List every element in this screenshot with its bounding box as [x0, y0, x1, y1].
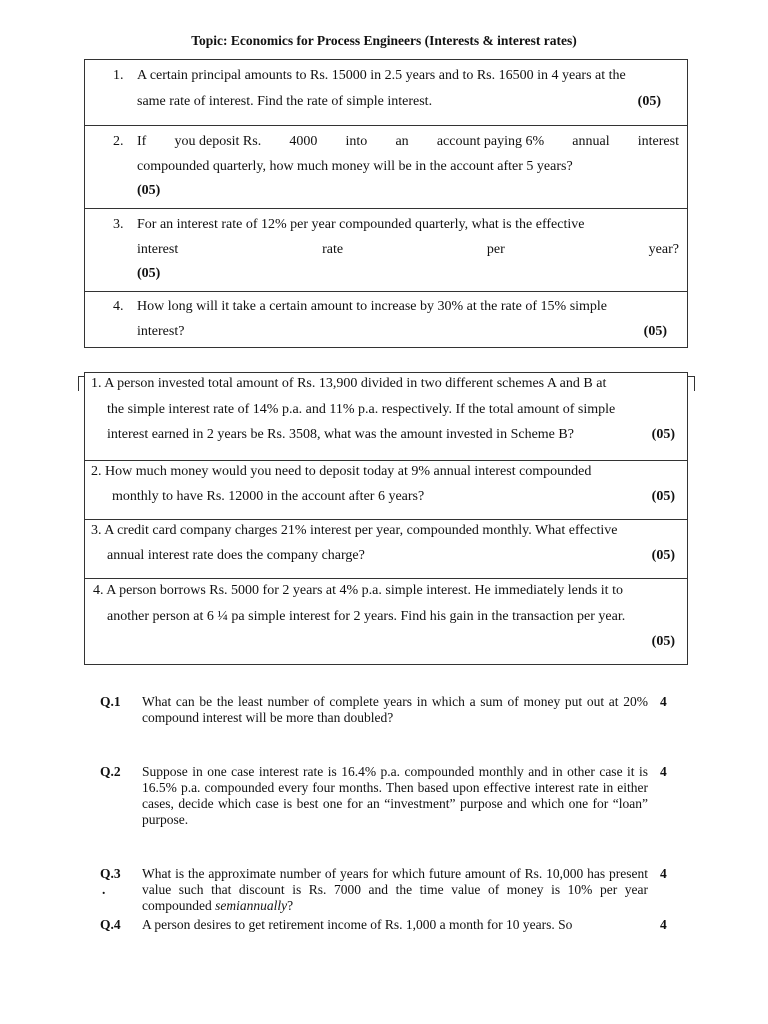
word: you deposit Rs. [174, 134, 262, 149]
question-label: Q.4 [100, 917, 121, 932]
question-text: the simple interest rate of 14% p.a. and 11% p.a. respectively. If the total amount of simple [107, 402, 616, 417]
question-label: Q.3 [100, 866, 121, 881]
word: per [486, 242, 505, 257]
question-label-dot: . [102, 882, 106, 897]
word: 4000 [289, 134, 318, 149]
question-label: Q.1 [100, 694, 121, 709]
marks-label: 4 [660, 917, 667, 932]
question-text: A certain principal amounts to Rs. 15000 in 2.5 years and to Rs. 16500 in 4 years at the [137, 68, 626, 83]
question-text [137, 242, 679, 258]
question-table-2 [84, 372, 688, 665]
question-text: 3. A credit card company charges 21% interest per year, compounded monthly. What effective [91, 523, 618, 538]
word: into [345, 134, 368, 149]
question-text [142, 866, 648, 914]
question-text: 1. A person invested total amount of Rs. 13,900 divided in two different schemes A and B at [91, 376, 607, 391]
question-number: 1. [113, 68, 124, 83]
table-row [85, 125, 687, 208]
table-corner-mark [688, 376, 695, 391]
question-label: Q.2 [100, 764, 121, 779]
word: year? [648, 242, 679, 257]
question-text: How long will it take a certain amount to increase by 30% at the rate of 15% simple [137, 299, 608, 314]
table-row [85, 291, 687, 349]
question-text: 2. How much money would you need to deposit today at 9% annual interest compounded [91, 464, 592, 479]
marks-label: (05) [651, 489, 675, 504]
word: If [137, 134, 147, 149]
question-text: interest earned in 2 years be Rs. 3508, what was the amount invested in Scheme B? [107, 427, 574, 442]
question-text-part: What is the approximate number of years for which future amount of Rs. 10,000 has present value such that discount is Rs. 7000 and the time value of money is 10% per year compounded [142, 866, 648, 913]
word: annual [572, 134, 610, 149]
question-text: annual interest rate does the company charge? [107, 548, 365, 563]
question-text: For an interest rate of 12% per year compounded quarterly, what is the effective [137, 217, 585, 232]
question-text: another person at 6 ¼ pa simple interest for 2 years. Find his gain in the transaction per year. [107, 609, 626, 624]
question-text: What can be the least number of complete years in which a sum of money put out at 20% compound interest will be more than doubled? [142, 694, 648, 725]
table-row [85, 460, 687, 519]
question-number: 4. [113, 299, 124, 314]
table-row [85, 373, 687, 460]
marks-label: (05) [137, 183, 161, 198]
table-row [85, 60, 687, 125]
question-text-part: ? [287, 898, 294, 913]
table-row [85, 208, 687, 291]
word: interest [637, 134, 679, 149]
marks-label: (05) [137, 266, 161, 281]
marks-label: 4 [660, 866, 667, 881]
marks-label: (05) [651, 548, 675, 563]
table-row [85, 578, 687, 666]
question-text: 4. A person borrows Rs. 5000 for 2 years at 4% p.a. simple interest. He immediately lends it to [93, 583, 623, 598]
question-text: same rate of interest. Find the rate of simple interest. [137, 94, 433, 109]
question-number: 3. [113, 217, 124, 232]
word: account paying 6% [436, 134, 545, 149]
word: interest [137, 242, 179, 257]
question-text: Suppose in one case interest rate is 16.4% p.a. compounded monthly and in other case it is 16.5% p.a. compounded every four months. Then based upon effective interest rate in either cases, decide which case is best one for an “investment” purpose and which one for “loan” purpose. [142, 764, 648, 827]
question-text: monthly to have Rs. 12000 in the account after 6 years? [112, 489, 425, 504]
marks-label: (05) [643, 324, 667, 339]
question-text [137, 134, 679, 150]
marks-label: 4 [660, 694, 667, 709]
question-text: A person desires to get retirement income of Rs. 1,000 a month for 10 years. So [142, 917, 573, 932]
question-text-italic: semiannually [215, 898, 288, 913]
table-row [85, 519, 687, 578]
page-title: Topic: Economics for Process Engineers (Interests & interest rates) [191, 33, 577, 48]
question-table-1 [84, 59, 688, 348]
marks-label: 4 [660, 764, 667, 779]
question-text: interest? [137, 324, 185, 339]
marks-label: (05) [651, 634, 675, 649]
question-number: 2. [113, 134, 124, 149]
marks-label: (05) [637, 94, 661, 109]
word: rate [322, 242, 344, 257]
question-text: compounded quarterly, how much money will be in the account after 5 years? [137, 159, 573, 174]
marks-label: (05) [651, 427, 675, 442]
word: an [395, 134, 409, 149]
